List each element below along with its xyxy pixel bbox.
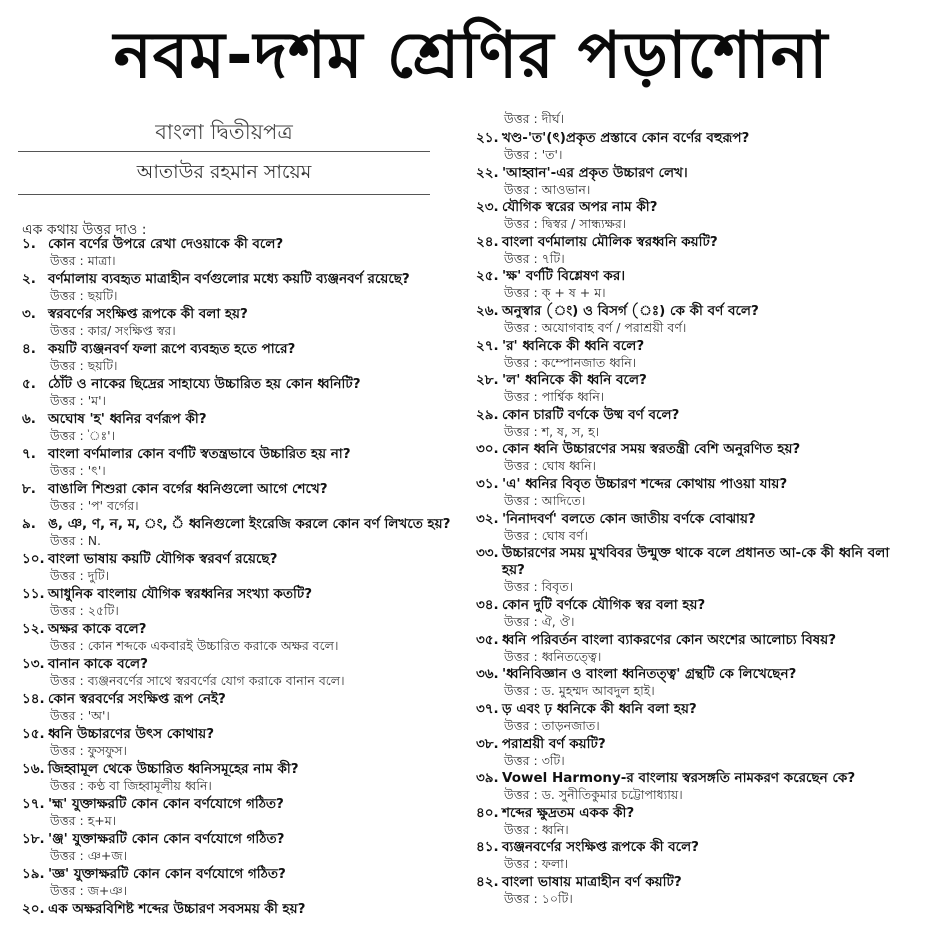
question-item [22, 306, 462, 341]
answer: উত্তর : পার্শ্বিক ধ্বনি। [504, 389, 605, 405]
question [22, 621, 462, 638]
question-item [476, 770, 936, 805]
question-text: শব্দের ক্ষুদ্রতম একক কী? [502, 804, 635, 821]
answer: উত্তর : ঘোষ ধ্বনি। [504, 458, 597, 474]
question-item [476, 130, 936, 165]
question-number: ২৯. [476, 406, 499, 423]
question-item [22, 236, 462, 271]
question-number: ৩১. [476, 475, 499, 492]
question [22, 726, 462, 743]
question-text: ধ্বনি উচ্চারণের উৎস কোথায়? [48, 726, 215, 742]
answer: উত্তর : ঞ+জ। [50, 848, 128, 863]
left-question-column [22, 236, 462, 936]
question-text: কোন ধ্বনি উচ্চারণের সময় স্বরতন্ত্রী বেশি অনুরণিত হয়? [502, 441, 801, 458]
question-number: ২৩. [476, 199, 499, 216]
question-item [476, 407, 936, 442]
question [476, 303, 936, 320]
question-number: ৪১. [476, 839, 499, 856]
question-text: এক অক্ষরবিশিষ্ট শব্দের উচ্চারণ সবসময় কী হয়? [48, 901, 306, 917]
question-text: কোন চারটি বর্ণকে উষ্ম বর্ণ বলে? [502, 406, 680, 423]
question-item [22, 411, 462, 446]
masthead [0, 0, 942, 112]
question-number: ৩৭. [476, 700, 499, 717]
question [476, 511, 936, 528]
answer: উত্তর : ফলা। [504, 856, 569, 872]
answer: উত্তর : ২৫টি। [50, 603, 119, 618]
question-item [476, 476, 936, 511]
answer: উত্তর : ড. মুহম্মদ আবদুল হাই। [504, 683, 655, 699]
question-number: ১৮. [22, 831, 45, 847]
answer: উত্তর : আদিতে। [504, 492, 586, 508]
question-item [476, 441, 936, 476]
instruction: এক কথায় উত্তর দাও : [22, 222, 147, 238]
question [22, 761, 462, 778]
answer: উত্তর : তাড়নজাত। [504, 717, 600, 733]
question-item [22, 446, 462, 481]
answer: উত্তর : ৭টি। [504, 250, 565, 266]
question-number: ৩৬. [476, 666, 499, 683]
question-item [22, 761, 462, 796]
question-text: বর্ণমালায় ব্যবহৃত মাত্রাহীন বর্ণগুলোর মধ্যে কয়টি ব্যঞ্জনবর্ণ রয়েছে? [48, 271, 410, 287]
answer: উত্তর : মাত্রা। [50, 253, 116, 268]
question-item [22, 376, 462, 411]
question-number: ২৫. [476, 268, 499, 285]
question-text: 'এ' ধ্বনির বিবৃত উচ্চারণ শব্দের কোথায় পাওয়া যায়? [502, 475, 788, 492]
question [476, 805, 936, 822]
question-text: উচ্চারণের সময় মুখবিবর উন্মুক্ত থাকে বলে প্রধানত আ-কে কী ধ্বনি বলা [502, 545, 890, 562]
question-number: ১৪. [22, 691, 45, 707]
question-item [476, 666, 936, 701]
question [22, 901, 462, 918]
question-item [476, 511, 936, 546]
question [476, 199, 936, 216]
question-text: আধুনিক বাংলায় যৌগিক স্বরধ্বনির সংখ্যা কতটি? [48, 586, 313, 602]
author-name: আতাউর রহমান সায়েম [136, 161, 312, 183]
question [476, 338, 936, 355]
question [476, 597, 936, 614]
question-item [22, 586, 462, 621]
question-text: 'আহ্বান'-এর প্রকৃত উচ্চারণ লেখ। [502, 164, 688, 181]
question-text: অঘোষ 'হ' ধ্বনির বর্ণরূপ কী? [48, 411, 207, 427]
question-text: 'ঞ্জ' যুক্তাক্ষরটি কোন কোন বর্ণযোগে গঠিত? [48, 831, 285, 847]
question-number: ২০. [22, 901, 45, 917]
question [22, 551, 462, 568]
question [22, 516, 462, 533]
answer: উত্তর : দুটি। [50, 568, 110, 583]
question-item [476, 199, 936, 234]
question [22, 866, 462, 883]
question [22, 236, 462, 253]
question-text: পরাশ্রয়ী বর্ণ কয়টি? [502, 735, 606, 752]
question-item [22, 831, 462, 866]
question-number: ৩৮. [476, 735, 499, 752]
answer: উত্তর : ক্ + ষ + ম। [504, 285, 606, 301]
question-text: 'ল' ধ্বনিকে কী ধ্বনি বলে? [502, 372, 647, 389]
question [22, 831, 462, 848]
question-text: বাংলা বর্ণমালায় মৌলিক স্বরধ্বনি কয়টি? [502, 233, 718, 250]
question-item [476, 303, 936, 338]
question-text: 'র' ধ্বনিকে কী ধ্বনি বলে? [502, 337, 645, 354]
question [476, 372, 936, 389]
question-text: ব্যঞ্জনবর্ণের সংক্ষিপ্ত রূপকে কী বলে? [502, 839, 699, 856]
answer: উত্তর : ঐ, ঔ। [504, 614, 575, 630]
sheet-header [18, 115, 430, 195]
answer: উত্তর : 'ৎ'। [50, 463, 106, 478]
question-number: ৪. [22, 341, 36, 357]
answer: উত্তর : কম্পোনজাত ধ্বনি। [504, 354, 637, 370]
question-item [476, 234, 936, 269]
question-item [476, 597, 936, 632]
question [476, 666, 936, 683]
question-text: বানান কাকে বলে? [48, 656, 148, 672]
answer: উত্তর : বিবৃত। [504, 579, 574, 595]
question-number: ৫. [22, 376, 36, 392]
question-text: যৌগিক স্বরের অপর নাম কী? [502, 199, 658, 216]
question-text: বাংলা ভাষায় কয়টি যৌগিক স্বরবর্ণ রয়েছে? [48, 551, 278, 567]
answer: উত্তর : 'অ'। [50, 708, 110, 723]
question [476, 770, 936, 787]
question-item [476, 701, 936, 736]
question [476, 165, 936, 182]
question-number: ৩৯. [476, 770, 499, 787]
question-text: কোন স্বরবর্ণের সংক্ষিপ্ত রূপ নেই? [48, 691, 226, 707]
question-number: ৩. [22, 306, 36, 322]
question-number: ১. [22, 236, 36, 252]
question-number: ৬. [22, 411, 36, 427]
question [476, 632, 936, 649]
question-number: ৯. [22, 516, 36, 532]
question-number: ৩৪. [476, 597, 499, 614]
question-item [22, 341, 462, 376]
question-item [22, 796, 462, 831]
question [22, 271, 462, 288]
question-text: ড় এবং ঢ় ধ্বনিকে কী ধ্বনি বলা হয়? [502, 700, 697, 717]
answer: উত্তর : জ+ঞ। [50, 883, 128, 898]
answer: উত্তর : কার/ সংক্ষিপ্ত স্বর। [50, 323, 176, 338]
question-number: ৩৩. [476, 545, 499, 562]
question-item [22, 516, 462, 551]
answer: উত্তর : শ, ষ, স, হ। [504, 423, 600, 439]
question-text: বাঙালি শিশুরা কোন বর্গের ধ্বনিগুলো আগে শেখে? [48, 481, 328, 497]
answer: উত্তর : কোন শব্দকে একবারই উচ্চারিত করাকে অক্ষর বলে। [50, 638, 339, 653]
question-number: ১১. [22, 586, 45, 602]
question [22, 376, 462, 393]
question [22, 691, 462, 708]
question-text: 'ধ্বনিবিজ্ঞান ও বাংলা ধ্বনিতত্ত্ব' গ্রন্থটি কে লিখেছেন? [502, 666, 797, 683]
page-title: নবম-দশম শ্রেণির পড়াশোনা [113, 19, 829, 93]
question-text: কয়টি ব্যঞ্জনবর্ণ ফলা রূপে ব্যবহৃত হতে পারে? [48, 341, 296, 357]
question [476, 545, 936, 562]
question [22, 306, 462, 323]
question-number: ৩২. [476, 510, 499, 527]
question-text: ঠোঁট ও নাকের ছিদ্রের সাহায্যে উচ্চারিত হয় কোন ধ্বনিটি? [48, 376, 361, 392]
question-number: ৮. [22, 481, 36, 497]
question-text: বাংলা বর্ণমালার কোন বর্ণটি স্বতন্ত্রভাবে উচ্চারিত হয় না? [48, 446, 351, 462]
question [22, 341, 462, 358]
question-text: 'জ্ঞ' যুক্তাক্ষরটি কোন কোন বর্ণযোগে গঠিত? [48, 866, 286, 882]
answer: উত্তর : ১০টি। [504, 890, 573, 906]
answer: উত্তর : ঘোষ বর্ণ। [504, 527, 588, 543]
answer: উত্তর : 'ঃ'। [50, 428, 116, 443]
question [476, 874, 936, 891]
question-item [22, 481, 462, 516]
question [22, 796, 462, 813]
question-number: ১৯. [22, 866, 45, 882]
answer: উত্তর : অযোগবাহ বর্ণ / পরাশ্রয়ী বর্ণ। [504, 319, 687, 335]
question [476, 736, 936, 753]
question-text: অক্ষর কাকে বলে? [48, 621, 147, 637]
question-item [476, 736, 936, 771]
question-item [476, 372, 936, 407]
question-number: ২৪. [476, 233, 499, 250]
question-number: ১২. [22, 621, 45, 637]
question-item [22, 901, 462, 936]
answer: উত্তর : N. [50, 533, 102, 548]
question-text: ধ্বনি পরিবর্তন বাংলা ব্যাকরণের কোন অংশের আলোচ্য বিষয়? [502, 631, 837, 648]
question-item [22, 621, 462, 656]
answer: উত্তর : ছয়টি। [50, 358, 118, 373]
question-item [476, 632, 936, 667]
question-item [22, 726, 462, 761]
answer: উত্তর : দ্বিস্বর / সান্ধ্যক্ষর। [504, 216, 627, 232]
answer: উত্তর : হ+ম। [50, 813, 117, 828]
question [476, 130, 936, 147]
subject-title: বাংলা দ্বিতীয়পত্র [155, 120, 293, 144]
answer: উত্তর : 'ত'। [504, 147, 563, 162]
answer: উত্তর : 'প' বর্গের। [50, 498, 139, 513]
question-text: কোন বর্ণের উপরে রেখা দেওয়াকে কী বলে? [48, 236, 284, 252]
question-number: ৩০. [476, 441, 499, 458]
question [476, 839, 936, 856]
answer: উত্তর : ছয়টি। [50, 288, 118, 303]
question-item [476, 268, 936, 303]
question [476, 441, 936, 458]
question-number: ২৬. [476, 302, 499, 319]
answer: উত্তর : ড. সুনীতিকুমার চট্টোপাধ্যায়। [504, 787, 683, 803]
question [476, 701, 936, 718]
question-number: ১৭. [22, 796, 45, 812]
question-text: বাংলা ভাষায় মাত্রাহীন বর্ণ কয়টি? [502, 873, 682, 890]
question [22, 656, 462, 673]
question-text: অনুস্বার (ং) ও বিসর্গ (ঃ) কে কী বর্ণ বলে? [502, 302, 759, 319]
question [22, 586, 462, 603]
question-item [476, 805, 936, 840]
answer: উত্তর : ব্যঞ্জনবর্ণের সাথে স্বরবর্ণের যোগ করাকে বানান বলে। [50, 673, 345, 688]
question-number: ২৭. [476, 337, 499, 354]
question-text: জিহ্বামূল থেকে উচ্চারিত ধ্বনিসমূহের নাম কী? [48, 761, 299, 777]
question-continued: হয়? [502, 562, 525, 579]
question-item [476, 165, 936, 200]
question-item [22, 691, 462, 726]
question-number: ১৬. [22, 761, 45, 777]
question-text: 'হ্ম' যুক্তাক্ষরটি কোন কোন বর্ণযোগে গঠিত? [48, 796, 284, 812]
question-text: কোন দুটি বর্ণকে যৌগিক স্বর বলা হয়? [502, 597, 706, 614]
question-text: ঙ, ঞ, ণ, ন, ম, ং, ঁ ধ্বনিগুলো ইংরেজি করলে কোন বর্ণ লিখতে হয়? [48, 516, 451, 532]
question-number: ৭. [22, 446, 36, 462]
question-item [22, 271, 462, 306]
question-number: ২. [22, 271, 36, 287]
question-number: ২১. [476, 130, 499, 146]
question [476, 268, 936, 285]
question-number: ৪০. [476, 804, 499, 821]
question-item [476, 545, 936, 597]
question-text: 'ক্ষ' বর্ণটি বিশ্লেষণ কর। [502, 268, 626, 285]
question-text: Vowel Harmony-র বাংলায় স্বরসঙ্গতি নামকরণ করেছেন কে? [502, 770, 856, 787]
question-item [22, 866, 462, 901]
question-number: ১০. [22, 551, 45, 567]
question [22, 481, 462, 498]
question [476, 407, 936, 424]
question-text: 'নিনাদবর্ণ' বলতে কোন জাতীয় বর্ণকে বোঝায়? [502, 510, 756, 527]
question-number: ৩৫. [476, 631, 499, 648]
question-number: ১৫. [22, 726, 45, 742]
question [476, 476, 936, 493]
answer: উত্তর : আওভান। [504, 181, 591, 197]
right-question-column [476, 130, 936, 908]
question-item [476, 839, 936, 874]
question-item [22, 551, 462, 586]
answer: উত্তর : 'ম'। [50, 393, 106, 408]
answer: উত্তর : ৩টি। [504, 752, 565, 768]
answer: উত্তর : ধ্বনি। [504, 821, 569, 837]
answer: উত্তর : কণ্ঠ বা জিহ্বামূলীয় ধ্বনি। [50, 778, 212, 793]
question-item [476, 874, 936, 909]
question [22, 446, 462, 463]
question [476, 234, 936, 251]
answer: উত্তর : ফুসফুস। [50, 743, 127, 758]
answer: উত্তর : ধ্বনিতত্ত্বে। [504, 648, 602, 664]
question-text: খণ্ড-'ত'(ৎ)প্রকৃত প্রস্তাবে কোন বর্ণের বহুরূপ? [502, 130, 750, 146]
question-number: ১৩. [22, 656, 45, 672]
question-item [22, 656, 462, 691]
question-number: ২৮. [476, 372, 499, 389]
answer: উত্তর : দীর্ঘ। [504, 111, 565, 126]
divider [18, 194, 430, 195]
question-number: ২২. [476, 164, 499, 181]
question-item [476, 338, 936, 373]
question [22, 411, 462, 428]
question-text: স্বরবর্ণের সংক্ষিপ্ত রূপকে কী বলা হয়? [48, 306, 248, 322]
question-number: ৪২. [476, 873, 499, 890]
